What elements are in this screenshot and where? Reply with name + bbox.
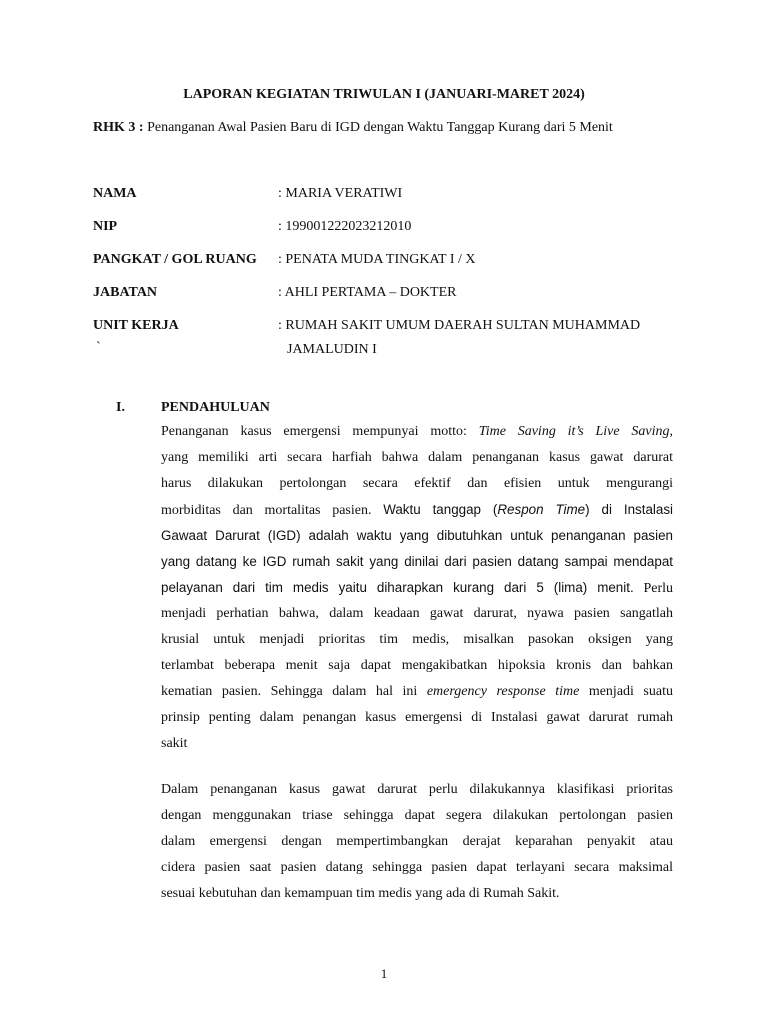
identity-value: : PENATA MUDA TINGKAT I / X xyxy=(278,252,476,267)
identity-value-continued: JAMALUDIN I xyxy=(287,342,377,357)
text-line: harus dilakukan pertolongan secara efektif dan efisien untuk mengurangi xyxy=(161,476,673,491)
text-line: cidera pasien saat pasien datang sehingga pasien dapat terlayani secara maksimal xyxy=(161,860,673,875)
text-line: dalam emergensi dengan mempertimbangkan derajat keparahan penyakit atau xyxy=(161,834,673,849)
text-line: terlambat beberapa menit saja dapat mengakibatkan hipoksia kronis dan bahkan xyxy=(161,658,673,673)
text-line: yang memiliki arti secara harfiah bahwa dalam penanganan kasus gawat darurat xyxy=(161,450,673,465)
text-line: sakit xyxy=(161,736,188,751)
section-number: I. xyxy=(116,400,125,415)
page-number: 1 xyxy=(380,966,388,981)
identity-label: NAMA xyxy=(93,186,137,201)
identity-value: : AHLI PERTAMA – DOKTER xyxy=(278,285,457,300)
text-line: menjadi perhatian bahwa, dalam keadaan gawat darurat, nyawa pasien sangatlah xyxy=(161,606,673,621)
rhk-text: Penanganan Awal Pasien Baru di IGD dengan Waktu Tanggap Kurang dari 5 Menit xyxy=(147,120,613,135)
text-line: morbiditas dan mortalitas pasien. Waktu tanggap (Respon Time) di Instalasi xyxy=(161,502,673,518)
identity-label: JABATAN xyxy=(93,285,158,300)
identity-value: : MARIA VERATIWI xyxy=(278,186,403,201)
identity-value: : RUMAH SAKIT UMUM DAERAH SULTAN MUHAMMAD xyxy=(278,318,641,333)
identity-value: : 199001222023212010 xyxy=(278,219,412,234)
text-line: pelayanan dari tim medis yaitu diharapkan kurang dari 5 (lima) menit. Perlu xyxy=(161,580,673,596)
text-line: Penanganan kasus emergensi mempunyai motto: Time Saving it’s Live Saving, xyxy=(161,424,674,439)
identity-label: PANGKAT / GOL RUANG xyxy=(93,252,257,267)
text-line: dengan menggunakan triase sehingga dapat segera dilakukan pertolongan pasien xyxy=(161,808,673,823)
text-line: prinsip penting dalam penangan kasus emergensi di Instalasi gawat darurat rumah xyxy=(161,710,673,725)
text-line: Dalam penanganan kasus gawat darurat perlu dilakukannya klasifikasi prioritas xyxy=(161,782,673,797)
text-line: sesuai kebutuhan dan kemampuan tim medis yang ada di Rumah Sakit. xyxy=(161,886,560,901)
stray-mark: ` xyxy=(96,340,101,355)
paragraph-triage xyxy=(161,780,673,910)
identity-label: UNIT KERJA xyxy=(93,318,179,333)
section-title: PENDAHULUAN xyxy=(161,400,270,415)
text-line: krusial untuk menjadi prioritas tim medis, misalkan pasokan oksigen yang xyxy=(161,632,673,647)
text-line: Gawaat Darurat (IGD) adalah waktu yang dibutuhkan untuk penanganan pasien xyxy=(161,528,673,543)
report-title: LAPORAN KEGIATAN TRIWULAN I (JANUARI-MARET 2024) xyxy=(183,87,585,102)
paragraph-intro xyxy=(161,422,673,760)
identity-label: NIP xyxy=(93,219,118,234)
text-line: yang datang ke IGD rumah sakit yang dinilai dari pasien datang sampai mendapat xyxy=(161,554,673,569)
rhk-line xyxy=(93,120,613,136)
motto-italic: Time Saving it’s Live Saving xyxy=(478,424,670,439)
text-line: kematian pasien. Sehingga dalam hal ini emergency response time menjadi suatu xyxy=(161,684,673,699)
rhk-label: RHK 3 : xyxy=(93,120,144,135)
